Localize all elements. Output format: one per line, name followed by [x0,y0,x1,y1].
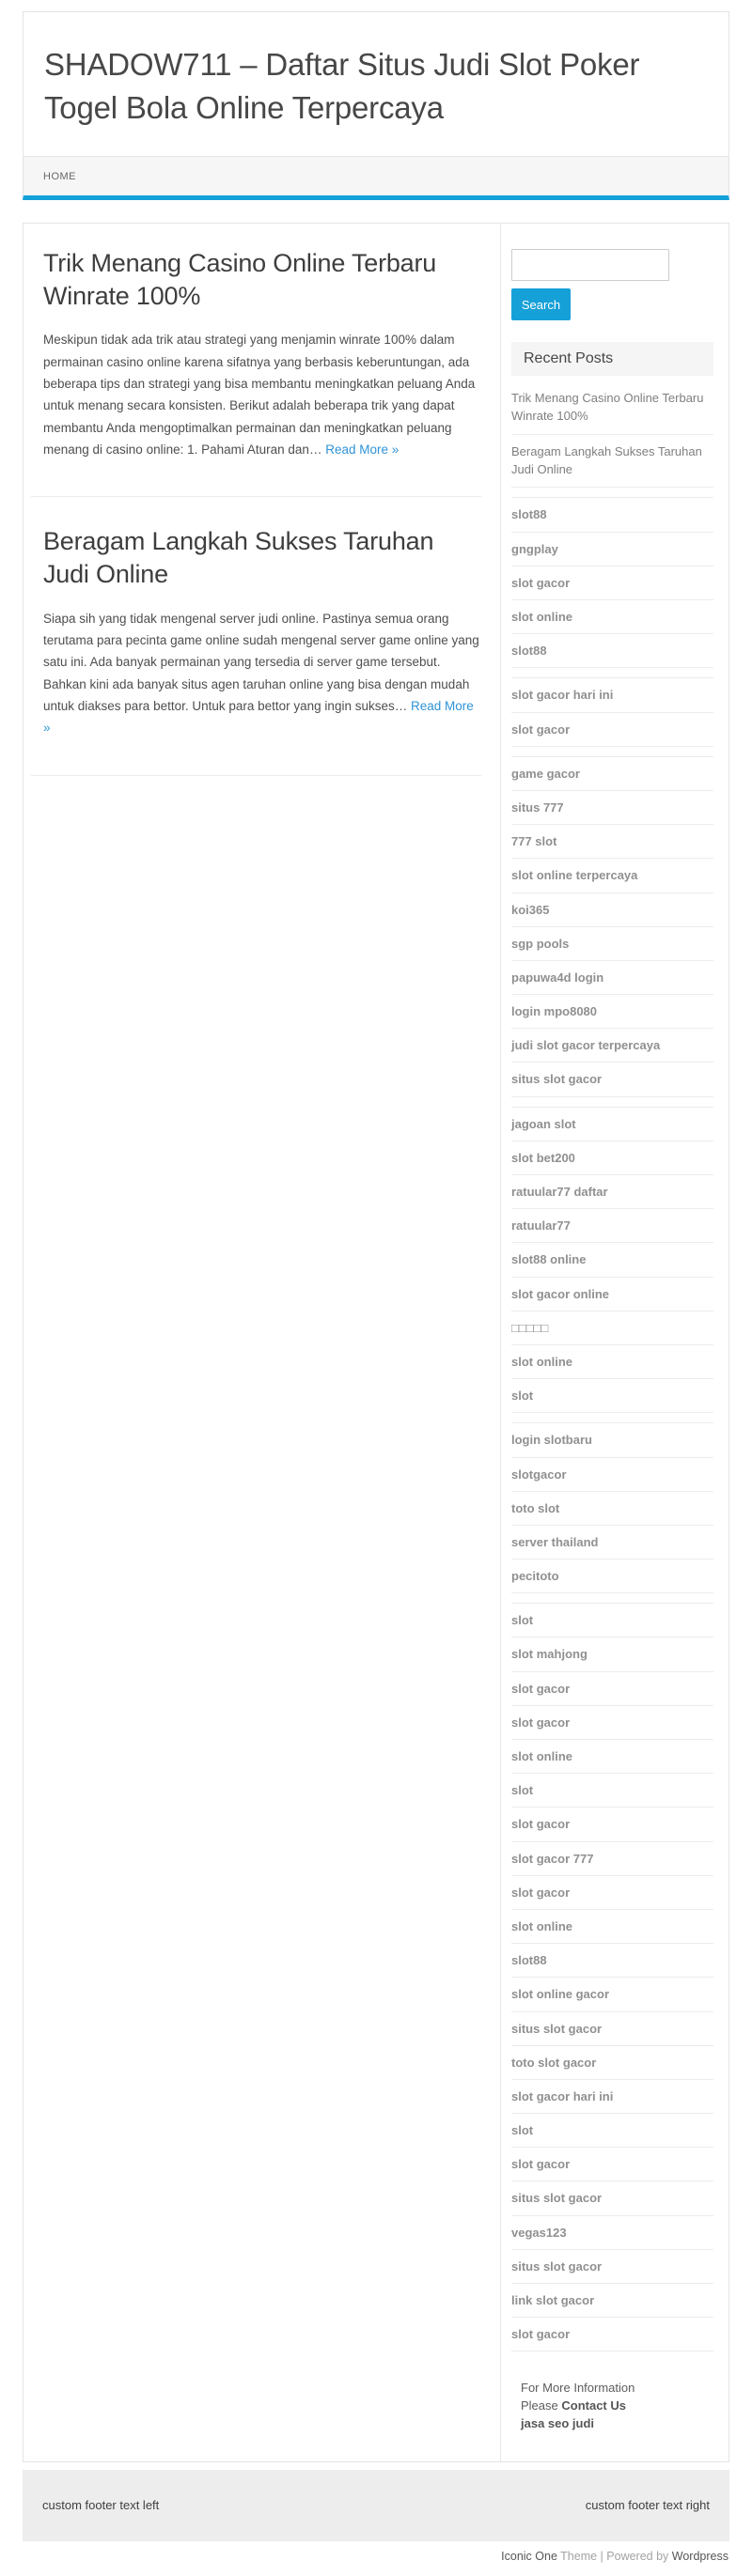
list-item [511,791,713,825]
sidebar-link[interactable]: situs slot gacor [511,2258,603,2273]
footer-text-right: custom footer text right [585,2498,710,2513]
list-item [511,2046,713,2080]
list-item [511,825,713,859]
credits-bar [23,2541,729,2576]
list-item [511,713,713,747]
list-item [511,1243,713,1277]
post-article [31,525,481,775]
sidebar-link[interactable]: slot bet200 [511,1150,575,1165]
read-more-link[interactable]: Read More » [325,442,400,457]
sidebar-link-group [511,756,713,1097]
site-footer [23,2470,729,2541]
list-item [511,2284,713,2318]
info-widget [511,2380,713,2433]
list-item [511,2114,713,2148]
list-item [511,1637,713,1671]
list-item [511,2181,713,2215]
list-item [511,1345,713,1379]
contact-us-link[interactable]: Contact Us [561,2398,626,2413]
sidebar-link[interactable]: slot gacor hari ini [511,2088,614,2103]
sidebar-link[interactable]: login mpo8080 [511,1004,598,1019]
list-item [511,1944,713,1978]
search-form [511,249,713,320]
sidebar-link-group [511,1107,713,1414]
sidebar-link[interactable]: 777 slot [511,834,557,849]
sidebar-link[interactable]: pecitoto [511,1569,559,1584]
list-item [511,995,713,1029]
list-item [511,533,713,566]
info-line-2 [521,2398,713,2415]
post-excerpt-text: Siapa sih yang tidak mengenal server judi online. Pastinya semua orang terutama para pecinta game online sudah mengenal server game online yang satu ini. Ada banyak permainan yang tersedia di server game tersebut. Bahkan kini ada banyak situs agen taruhan online yang bisa dengan mudah untuk diakses para bettor. Untuk para bettor yang ingin sukses… [43,611,479,713]
recent-post-link[interactable]: Trik Menang Casino Online Terbaru Winrate 100% [511,391,704,423]
list-item [511,1560,713,1593]
site-header [23,11,729,156]
theme-link[interactable]: Iconic One [501,2549,557,2563]
sidebar-link[interactable]: slot online [511,1918,572,1933]
list-item [511,1379,713,1413]
credits-separator: | [600,2549,603,2563]
site-title-link[interactable]: SHADOW711 – Daftar Situs Judi Slot Poker Togel Bola Online Terpercaya [44,47,640,125]
main-content [24,224,501,2461]
sidebar-link[interactable]: slot [511,1783,534,1798]
sidebar-link[interactable]: papuwa4d login [511,970,604,985]
sidebar-link[interactable]: toto slot [511,1500,560,1515]
sidebar-link[interactable]: slot gacor [511,1817,571,1832]
list-item [511,1175,713,1209]
list-item [511,1672,713,1706]
list-item [511,1029,713,1063]
sidebar-link[interactable]: game gacor [511,766,580,781]
list-item [511,927,713,961]
sidebar-link[interactable]: slot [511,1389,534,1404]
sidebar-link[interactable]: slot [511,1613,534,1628]
list-item [511,678,713,712]
sidebar-link[interactable]: slot gacor [511,1681,571,1696]
sidebar-link[interactable]: judi slot gacor terpercaya [511,1038,661,1053]
list-item [511,600,713,634]
list-item [511,1209,713,1243]
list-item [511,1458,713,1492]
nav-item-home[interactable]: HOME [43,171,76,183]
list-item [511,435,713,489]
read-more-link[interactable]: Read More » [43,698,474,736]
recent-posts-heading: Recent Posts [511,342,713,376]
list-item [511,757,713,791]
list-item [511,381,713,435]
sidebar-link[interactable]: slot88 [511,507,547,522]
list-item [511,1774,713,1808]
search-button[interactable]: Search [511,288,571,320]
list-item [511,1278,713,1311]
search-input[interactable] [511,249,669,281]
sidebar-link[interactable]: slot88 [511,644,547,659]
sidebar-link[interactable]: slot online [511,610,572,624]
sidebar-link[interactable]: slot88 [511,1953,547,1968]
list-item [511,2080,713,2114]
list-item [511,1141,713,1175]
sidebar-link[interactable]: situs slot gacor [511,1072,603,1087]
powered-by-text: Powered by [606,2549,669,2563]
sidebar-link[interactable]: slot online terpercaya [511,868,638,883]
sidebar-link-group [511,1603,713,2351]
sidebar-link[interactable]: slot gacor [511,575,571,590]
post-excerpt-text: Meskipun tidak ada trik atau strategi yang menjamin winrate 100% dalam permainan casino online karena sifatnya yang berbasis keberuntungan, ada beberapa tips dan strategi yang bisa membantu meningkatkan peluang Anda untuk menang secara konsisten. Berikut adalah beberapa trik yang dapat membantu Anda mengoptimalkan permainan dan meningkatkan peluang menang di casino online: 1. Pahami Aturan dan… [43,333,476,457]
list-item [511,566,713,600]
sidebar-link-group [511,497,713,668]
sidebar-link[interactable]: link slot gacor [511,2293,595,2307]
theme-word: Theme [560,2549,598,2563]
post-title-link[interactable]: Trik Menang Casino Online Terbaru Winrate 100% [43,249,437,311]
list-item [511,1526,713,1560]
post-title-link[interactable]: Beragam Langkah Sukses Taruhan Judi Online [43,527,434,589]
list-item [511,1978,713,2011]
sidebar-link[interactable]: jagoan slot [511,1116,576,1131]
recent-post-link[interactable]: Beragam Langkah Sukses Taruhan Judi Online [511,443,702,476]
sidebar-link[interactable]: situs slot gacor [511,2191,603,2206]
list-item [511,1740,713,1774]
jasa-seo-judi-link[interactable]: jasa seo judi [521,2416,595,2431]
sidebar [501,224,728,2461]
list-item [511,2012,713,2046]
sidebar-link[interactable]: vegas123 [511,2225,567,2240]
list-item [511,498,713,532]
sidebar-link[interactable]: gngplay [511,541,558,556]
page-title [44,43,708,129]
sidebar-link[interactable]: slot gacor [511,1715,571,1730]
recent-posts-list [511,381,713,488]
sidebar-link[interactable]: login slotbaru [511,1433,592,1448]
list-item [511,893,713,927]
list-item [511,961,713,995]
sidebar-link[interactable]: □□□□□ [511,1320,549,1335]
sidebar-link[interactable]: slot online [511,1354,572,1369]
list-item [511,859,713,892]
content-wrapper [23,223,729,2462]
sidebar-link[interactable]: slot gacor [511,2327,571,2342]
post-excerpt [43,608,481,739]
list-item [511,2250,713,2284]
sidebar-link[interactable]: toto slot gacor [511,2055,597,2070]
post-title [43,525,481,591]
list-item [511,1876,713,1910]
sidebar-link-group [511,677,713,746]
list-item [511,1842,713,1876]
sidebar-link[interactable]: slot gacor [511,1885,571,1900]
footer-text-left: custom footer text left [42,2498,160,2513]
info-line-3 [521,2415,713,2433]
list-item [511,2148,713,2181]
list-item [511,1108,713,1141]
main-nav [23,156,729,200]
sidebar-link[interactable]: slot [511,2123,534,2138]
recent-posts-widget [511,342,713,488]
sidebar-link[interactable]: slot gacor 777 [511,1851,594,1866]
post-title [43,247,481,313]
sidebar-link[interactable]: server thailand [511,1534,599,1549]
post-excerpt [43,329,481,460]
list-item [511,2216,713,2250]
info-line-1: For More Information [521,2381,635,2396]
sidebar-link-group [511,1422,713,1593]
sidebar-link[interactable]: slot gacor hari ini [511,688,614,703]
list-item [511,1311,713,1345]
sidebar-link[interactable]: slot gacor online [511,1286,610,1301]
list-item [511,634,713,668]
list-item [511,1910,713,1944]
sidebar-link[interactable]: koi365 [511,902,550,917]
list-item [511,2318,713,2351]
list-item [511,1423,713,1457]
sidebar-link[interactable]: slot88 online [511,1252,587,1267]
site-wrapper [23,11,729,2576]
sidebar-link[interactable]: slot gacor [511,722,571,737]
sidebar-link[interactable]: slotgacor [511,1466,567,1482]
info-line-2-text: Please [521,2398,558,2413]
sidebar-link[interactable]: situs slot gacor [511,2021,603,2036]
sidebar-link[interactable]: situs 777 [511,799,564,815]
sidebar-link[interactable]: ratuular77 daftar [511,1185,608,1199]
list-item [511,1063,713,1096]
sidebar-link[interactable]: ratuular77 [511,1218,571,1234]
sidebar-link[interactable]: slot mahjong [511,1647,588,1662]
sidebar-link[interactable]: sgp pools [511,936,570,951]
sidebar-link[interactable]: slot gacor [511,2157,571,2172]
sidebar-link[interactable]: slot online gacor [511,1987,610,2002]
list-item [511,1808,713,1841]
list-item [511,1706,713,1740]
wordpress-link[interactable]: Wordpress [671,2549,728,2563]
sidebar-link[interactable]: slot online [511,1749,572,1763]
list-item [511,1492,713,1526]
list-item [511,1604,713,1637]
post-article [31,247,481,497]
